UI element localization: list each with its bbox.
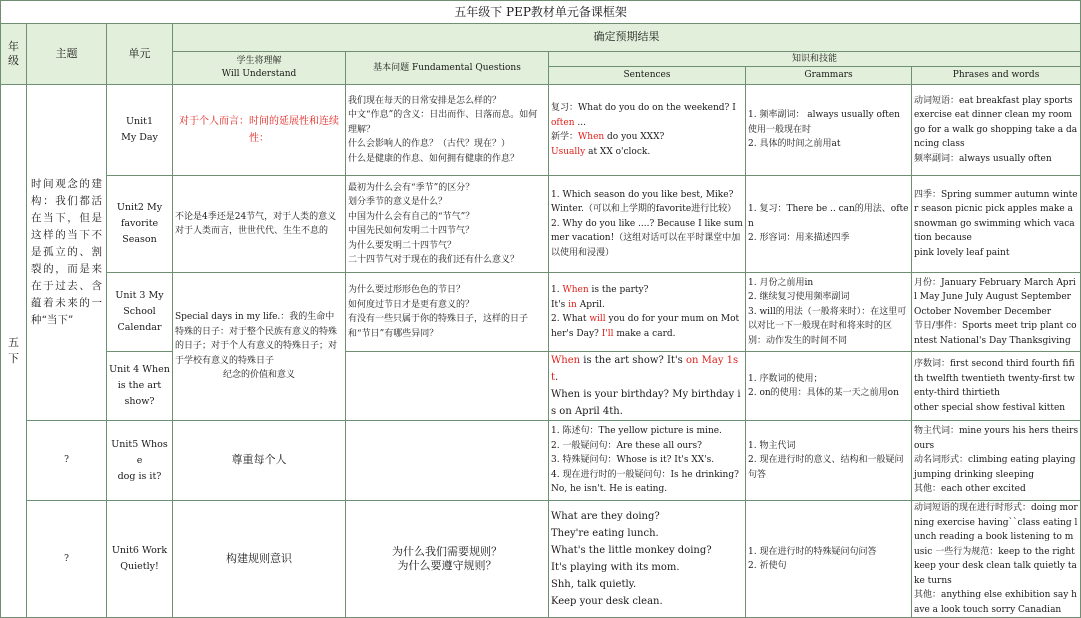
sentence-line: What are they doing?: [551, 511, 660, 522]
grammar-line: 3. will的用法（一般将来时）：在这里可以对比一下一般现在时和将来时的区别：动作发生的时间不同: [748, 306, 907, 346]
grammar-line: 2. 继续复习使用频率副词: [748, 292, 850, 303]
questions-cell: [346, 273, 549, 352]
grammar-line: 2. on的使用：具体的某一天之前用on: [748, 388, 899, 398]
phrase-line: 动词短语的现在进行时形式：doing morning exercise having``class eating lunch reading a book listening to music 一些行为规范：keep to the right keep your desk clean talk quietly take turns: [914, 503, 1078, 586]
understand-cell: 尊重每个人: [173, 421, 346, 501]
sentence-line: 2. What will you do for your mum on Mother's Day? I'll make a card.: [551, 314, 740, 339]
phrases-cell: [912, 501, 1081, 618]
phrase-line: 动词短语：eat breakfast play sports exercise eat dinner clean my room go for a walk go shopping take a dancing class: [914, 95, 1078, 150]
theme-cell: 时间观念的建构：我们都活在当下，但是这样的当下不是孤立的、割裂的，而是来在于过去、含蕴着未来的一种“当下”: [27, 85, 107, 421]
header-grammars: Grammars: [746, 67, 912, 85]
sentence-line: 3. 特殊疑问句：Whose is it? It's XX's.: [551, 455, 715, 466]
unit-name: Unit2 My: [116, 202, 163, 213]
phrase-line: 物主代词：mine yours his hers theirs ours: [914, 426, 1079, 451]
header-will-understand: [173, 52, 346, 85]
unit-name: Unit1: [125, 116, 154, 127]
unit-name: Unit 4 When: [109, 364, 170, 375]
unit-name: Unit5 Whose: [111, 438, 168, 466]
table-row: [1, 501, 1081, 618]
sentences-cell: [549, 85, 746, 176]
understand-line: 不论是4季还是24节气，对于人类的意义: [175, 211, 337, 222]
question-line: 有没有一些只属于你的特殊日子，这样的日子和“节日”有哪些异同？: [348, 314, 529, 339]
table-row: [1, 273, 1081, 352]
questions-cell: [346, 501, 549, 618]
questions-cell: [346, 85, 549, 176]
questions-cell: [346, 352, 549, 421]
sentence-line: 2. Why do you like ....? Because I like summer vacation!（这组对话可以在平时课堂中加以使用和浸漫）: [551, 218, 743, 258]
sentence-line: 1. Which season do you like best, Mike?: [551, 189, 734, 200]
unit-title: My Day: [121, 132, 158, 143]
grammar-line: 1. 复习：There be .. can的用法、often: [748, 204, 909, 229]
unit-cell: [107, 501, 173, 618]
grammars-cell: [746, 352, 912, 421]
grade-char-1: 五: [8, 336, 19, 349]
questions-cell: [346, 176, 549, 273]
sentence-line: It's in April.: [551, 299, 605, 310]
grammars-cell: [746, 176, 912, 273]
unit-title: School: [123, 306, 156, 317]
phrase-line: 动名词形式：climbing eating playing jumping drinking sleeping: [914, 455, 1076, 480]
unit-cell: [107, 352, 173, 421]
question-line: 为什么要遵守规则？: [397, 559, 497, 572]
sentence-line: They're eating lunch.: [551, 528, 659, 539]
phrases-cell: [912, 421, 1081, 501]
unit-title: favorite: [120, 218, 159, 229]
phrases-cell: [912, 352, 1081, 421]
header-expected-results: 确定预期结果: [173, 24, 1081, 52]
sentence-line: Winter.（可以和上学期的favorite进行比较）: [551, 204, 737, 215]
question-line: 划分季节的意义是什么？: [348, 197, 448, 207]
understand-cell: [173, 273, 346, 421]
grammar-line: 2. 现在进行时的意义、结构和一般疑问句答: [748, 455, 904, 480]
phrases-cell: [912, 85, 1081, 176]
table-row: [1, 421, 1081, 501]
question-line: 为什么要过形形色色的节日？: [348, 285, 466, 295]
sentence-line: Usually at XX o'clock.: [551, 146, 651, 157]
question-line: 什么会影响人的作息？（古代？现在？）: [348, 139, 511, 150]
phrases-cell: [912, 176, 1081, 273]
phrases-cell: [912, 273, 1081, 352]
phrase-line: 其他：each other excited: [914, 484, 1026, 495]
unit-title: is the art: [117, 380, 162, 391]
sentence-line: When is the art show? It's on May 1st.: [551, 355, 739, 383]
header-grade: 年级: [1, 24, 27, 85]
question-line: 中国为什么会有自己的“节气”？: [348, 211, 475, 222]
sentence-line: 1. When is the party?: [551, 285, 649, 295]
understand-cell: 构建规则意识: [173, 501, 346, 618]
question-line: 最初为什么会有“季节”的区分？: [348, 182, 475, 193]
theme-cell: ?: [27, 501, 107, 618]
phrase-line: other special show festival kitten: [914, 402, 1066, 413]
question-line: 如何度过节日才是更有意义的？: [348, 299, 475, 310]
sentence-line: 1. 陈述句：The yellow picture is mine.: [551, 426, 722, 437]
unit-title: show?: [124, 396, 155, 407]
grammars-cell: [746, 421, 912, 501]
sentence-line: It's playing with its mom.: [551, 562, 680, 573]
grammars-cell: [746, 85, 912, 176]
unit-cell: [107, 176, 173, 273]
grammar-line: 使用一般现在时: [748, 124, 812, 135]
grammar-line: 1. 序数词的使用；: [748, 373, 823, 384]
unit-cell: [107, 85, 173, 176]
grammar-line: 2. 具体的时间之前用at: [748, 139, 841, 150]
phrase-line: 其他：anything else exhibition say have a look touch sorry Canadian: [914, 590, 1077, 615]
question-line: 中文“作息”的含义：日出而作、日落而息。如何理解？: [348, 110, 538, 135]
question-line: 什么是健康的作息、如何拥有健康的作息？: [348, 153, 520, 164]
grammar-line: 1. 频率副词： always usually often: [748, 110, 900, 121]
theme-cell: ?: [27, 421, 107, 501]
question-line: 中国先民如何发明二十四节气？: [348, 226, 475, 236]
understand-line: 纪念的价值和意义: [222, 370, 295, 381]
sentence-line: What's the little monkey doing?: [551, 545, 712, 556]
sentences-cell: [549, 421, 746, 501]
sentence-line: Shh, talk quietly.: [551, 579, 637, 590]
grammar-line: 1. 物主代词: [748, 440, 796, 451]
grammars-cell: [746, 273, 912, 352]
understand-cell: 对于个人而言：时间的延展性和连续性：: [173, 85, 346, 176]
sentences-cell: [549, 273, 746, 352]
unit-title: Quietly!: [120, 561, 159, 572]
grammar-line: 1. 月份之前用in: [748, 277, 814, 288]
grammar-line: 2. 形容词：用来描述四季: [748, 233, 850, 244]
unit-title: Season: [122, 234, 157, 245]
sentence-line: 2. 一般疑问句：Are these all ours?: [551, 440, 702, 451]
header-theme: 主题: [27, 24, 107, 85]
phrase-line: pink lovely leaf paint: [914, 247, 1010, 258]
unit-cell: [107, 421, 173, 501]
unit-title: dog is it?: [117, 470, 162, 482]
question-line: 我们现在每天的日常安排是怎么样的？: [348, 95, 502, 106]
table-row: [1, 352, 1081, 421]
header-knowledge: 知识和技能: [549, 52, 1081, 67]
grade-cell: [1, 85, 27, 618]
sentences-cell: [549, 501, 746, 618]
grammar-line: 1. 现在进行时的特殊疑问句问答: [748, 546, 877, 557]
phrase-line: 四季：Spring summer autumn winter season picnic pick apples make a snowman go swimming which vacation because: [914, 189, 1078, 244]
grammar-line: 2. 祈使句: [748, 561, 787, 571]
sentence-line: When is your birthday? My birthday is on April 4th.: [551, 389, 741, 417]
header-understand-en: Will Understand: [221, 69, 297, 79]
header-understand-cn: 学生将理解: [236, 56, 282, 66]
header-phrases: Phrases and words: [912, 67, 1081, 85]
sentences-cell: [549, 176, 746, 273]
table-row: [1, 85, 1081, 176]
unit-name: Unit 3 My: [115, 290, 164, 301]
header-unit: 单元: [107, 24, 173, 85]
grammars-cell: [746, 501, 912, 618]
unit-title: Calendar: [117, 322, 162, 333]
phrase-line: 月份：January February March April May June July August September October November December: [914, 277, 1076, 317]
understand-line: Special days in my life.：我的生命中特殊的日子：对于整个民族有意义的特殊的日子；对于个人有意义的特殊日子；对于学校有意义的特殊日子: [175, 312, 338, 366]
understand-cell: [173, 176, 346, 273]
unit-cell: [107, 273, 173, 352]
sentence-line: 复习：What do you do on the weekend? I often ...: [551, 103, 736, 128]
phrase-line: 序数词：first second third fourth fifith twelfth twentieth twenty-first twenty-third thirtieth: [914, 359, 1075, 398]
question-line: 为什么要发明二十四节气？: [348, 240, 457, 251]
table-row: [1, 176, 1081, 273]
sentence-line: Keep your desk clean.: [551, 596, 663, 607]
sentence-line: 新学：When do you XXX?: [551, 132, 665, 142]
phrase-line: 频率副词：always usually often: [914, 153, 1052, 164]
question-line: 为什么我们需要规则？: [392, 544, 502, 558]
phrase-line: 节日/事件：Sports meet trip plant contest National's Day Thanksgiving: [914, 321, 1077, 346]
question-line: 二十四节气对于现在的我们还有什么意义？: [348, 255, 520, 265]
questions-cell: [346, 421, 549, 501]
understand-line: 对于人类而言，世世代代、生生不息的: [175, 226, 329, 236]
header-questions: 基本问题 Fundamental Questions: [346, 52, 549, 85]
header-sentences: Sentences: [549, 67, 746, 85]
page-title: 五年级下 PEP教材单元备课框架: [1, 1, 1081, 24]
unit-name: Unit6 Work: [111, 545, 168, 556]
grade-char-2: 下: [8, 352, 19, 365]
sentence-line: 4. 现在进行时的一般疑问句：Is he drinking? No, he isn't. He is eating.: [551, 469, 739, 495]
sentences-cell: [549, 352, 746, 421]
